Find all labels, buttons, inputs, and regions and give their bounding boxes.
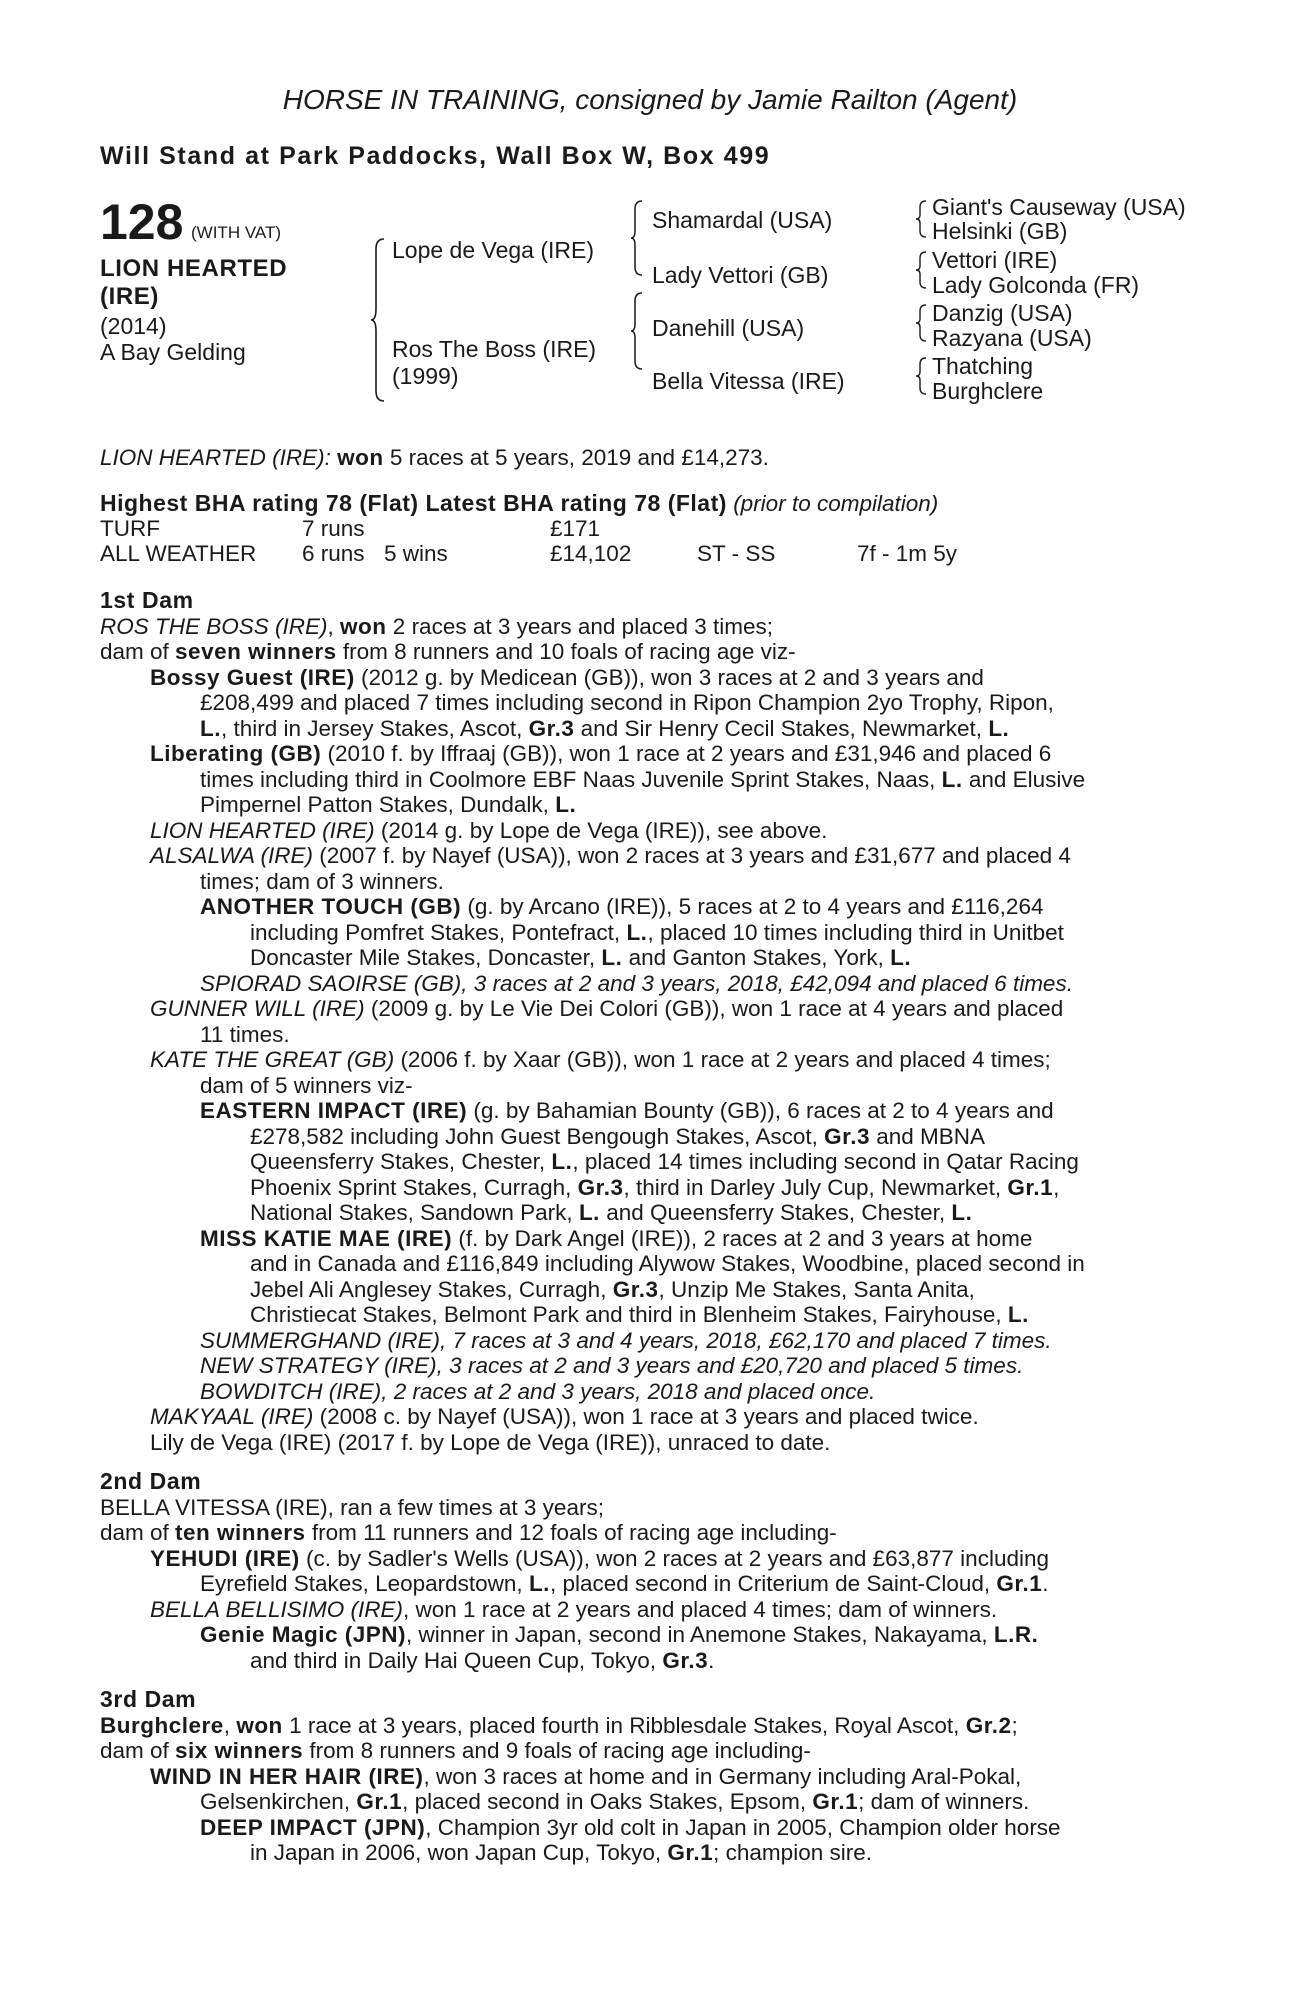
first-dam-produce-line: dam of seven winners from 8 runners and 10 foals of racing age viz- (100, 639, 796, 664)
gg-2: Helsinki (GB) (932, 218, 1068, 244)
entry-bowditch: BOWDITCH (IRE), 2 races at 2 and 3 years, 2018 and placed once. (200, 1378, 876, 1404)
gg-6: Razyana (USA) (932, 325, 1092, 351)
entry-yehudi: YEHUDI (IRE) (c. by Sadler's Wells (USA)), won 2 races at 2 years and £63,877 including Eyrefield Stakes, Leopardstown, L., placed second in Criterium de Saint-Cloud, Gr.1. (150, 1545, 1050, 1596)
consignor-header: HORSE IN TRAINING, consigned by Jamie Railton (Agent) (282, 84, 1018, 115)
pedigree-block (100, 195, 1210, 445)
entry-wind-in-her-hair: WIND IN HER HAIR (IRE), won 3 races at home and in Germany including Aral-Pokal, Gelsenkirchen, Gr.1, placed second in Oaks Stakes, Epsom, Gr.1; dam of winners. (150, 1763, 1030, 1814)
horse-name-line1: LION HEARTED (100, 255, 288, 282)
aw-prize: £14,102 (550, 541, 632, 566)
gg-1: Giant's Causeway (USA) (932, 194, 1186, 220)
horse-name-line2: (IRE) (100, 283, 159, 310)
third-dam-heading: 3rd Dam (100, 1686, 197, 1712)
vat-note: (WITH VAT) (191, 223, 282, 242)
gp2-brace (915, 250, 929, 290)
entry-spiorad-saoirse: SPIORAD SAOIRSE (GB), 3 races at 2 and 3 years, 2018, £42,094 and placed 6 times. (200, 970, 1073, 996)
sire-dam: Lady Vettori (GB) (652, 262, 829, 288)
gg-7: Thatching (932, 353, 1034, 379)
gg-3: Vettori (IRE) (932, 247, 1058, 273)
entry-miss-katie-mae: MISS KATIE MAE (IRE) (f. by Dark Angel (IRE)), 2 races at 2 and 3 years at home and in Canada and £116,849 including Alywow Stakes, Woodbine, placed second in Jebel Ali Anglesey Stakes, Curragh, Gr.3, Unzip Me Stakes, Santa Anita, Christiecat Stakes, Belmont Park and third in Blenheim Stakes, Fairyhouse, L. (200, 1225, 1085, 1327)
aw-surface: ALL WEATHER (100, 541, 257, 566)
stand-location: Will Stand at Park Paddocks, Wall Box W, Box 499 (100, 142, 771, 170)
entry-lily-de-vega: Lily de Vega (IRE) (2017 f. by Lope de Vega (IRE)), unraced to date. (150, 1429, 831, 1455)
aw-wins: 5 wins (384, 541, 448, 566)
entry-makyaal: MAKYAAL (IRE) (2008 c. by Nayef (USA)), won 1 race at 3 years and placed twice. (150, 1404, 979, 1429)
entry-deep-impact: DEEP IMPACT (JPN), Champion 3yr old colt in Japan in 2005, Champion older horse in Japan in 2006, won Japan Cup, Tokyo, Gr.1; champion sire. (200, 1814, 1061, 1865)
entry-kate-the-great: KATE THE GREAT (GB) (2006 f. by Xaar (GB)), won 1 race at 2 years and placed 4 times; dam of 5 winners viz- (150, 1047, 1051, 1098)
first-dam-heading: 1st Dam (100, 587, 194, 613)
sire-dam-brace (370, 235, 390, 405)
catalogue-page (100, 0, 1210, 1866)
entry-summerghand: SUMMERGHAND (IRE), 7 races at 3 and 4 years, 2018, £62,170 and placed 7 times. (200, 1327, 1052, 1353)
entry-lion-hearted: LION HEARTED (IRE) (2014 g. by Lope de Vega (IRE)), see above. (150, 817, 828, 843)
entry-bossy-guest: Bossy Guest (IRE) (2012 g. by Medicean (GB)), won 3 races at 2 and 3 years and £208,499 and placed 7 times including second in Ripon Champion 2yo Trophy, Ripon, L., third in Jersey Stakes, Ascot, Gr.3 and Sir Henry Cecil Stakes, Newmarket, L. (150, 664, 1054, 741)
third-dam-produce-line: dam of six winners from 8 runners and 9 foals of racing age including- (100, 1738, 811, 1763)
gp3-brace (915, 303, 929, 343)
foaling-year: (2014) (100, 313, 167, 339)
dam-sire: Danehill (USA) (652, 315, 805, 341)
sire-line-brace (630, 199, 646, 277)
aw-course: ST - SS (697, 541, 776, 566)
entry-genie-magic: Genie Magic (JPN), winner in Japan, second in Anemone Stakes, Nakayama, L.R. and third in Daily Hai Queen Cup, Tokyo, Gr.3. (200, 1622, 1039, 1673)
race-record-table (100, 516, 1210, 568)
race-summary: LION HEARTED (IRE): won 5 races at 5 years, 2019 and £14,273. (100, 445, 769, 470)
aw-distance: 7f - 1m 5y (857, 541, 958, 566)
turf-runs: 7 runs (302, 516, 365, 541)
entry-liberating: Liberating (GB) (2010 f. by Iffraaj (GB)), won 1 race at 2 years and £31,946 and placed 6 times including third in Coolmore EBF Naas Juvenile Sprint Stakes, Naas, L. and Elusive Pimpernel Patton Stakes, Dundalk, L. (150, 741, 1086, 817)
entry-alsalwa: ALSALWA (IRE) (2007 f. by Nayef (USA)), won 2 races at 3 years and £31,677 and placed 4 times; dam of 3 winners. (150, 843, 1071, 894)
lot-number: 128 (100, 194, 184, 250)
sire-sire: Shamardal (USA) (652, 207, 833, 233)
dam-dam: Bella Vitessa (IRE) (652, 368, 845, 394)
gg-4: Lady Golconda (FR) (932, 272, 1140, 298)
gg-5: Danzig (USA) (932, 300, 1073, 326)
sire: Lope de Vega (IRE) (392, 237, 595, 263)
dam: Ros The Boss (IRE) (392, 336, 597, 362)
entry-new-strategy: NEW STRATEGY (IRE), 3 races at 2 and 3 years and £20,720 and placed 5 times. (200, 1353, 1024, 1378)
horse-description: A Bay Gelding (100, 339, 246, 365)
turf-surface: TURF (100, 516, 160, 541)
first-dam-line: ROS THE BOSS (IRE), won 2 races at 3 years and placed 3 times; (100, 613, 774, 639)
dam-line-brace (630, 291, 646, 371)
third-dam-line: Burghclere, won 1 race at 3 years, placed fourth in Ribblesdale Stakes, Royal Ascot, Gr.2; (100, 1712, 1018, 1738)
second-dam-heading: 2nd Dam (100, 1468, 202, 1494)
entry-gunner-will: GUNNER WILL (IRE) (2009 g. by Le Vie Dei Colori (GB)), won 1 race at 4 years and placed 11 times. (150, 996, 1064, 1047)
gg-8: Burghclere (932, 378, 1044, 404)
horse-name (100, 255, 350, 311)
entry-another-touch: ANOTHER TOUCH (GB) (g. by Arcano (IRE)), 5 races at 2 to 4 years and £116,264 including Pomfret Stakes, Pontefract, L., placed 10 times including third in Unitbet Doncaster Mile Stakes, Doncaster, L. and Ganton Stakes, York, L. (200, 894, 1064, 970)
bha-ratings: Highest BHA rating 78 (Flat) Latest BHA rating 78 (Flat) (prior to compilation) (100, 489, 939, 516)
second-dam-produce-line: dam of ten winners from 11 runners and 12 foals of racing age including- (100, 1520, 837, 1545)
entry-eastern-impact: EASTERN IMPACT (IRE) (g. by Bahamian Bounty (GB)), 6 races at 2 to 4 years and £278,582 including John Guest Bengough Stakes, Ascot, Gr.3 and MBNA Queensferry Stakes, Chester, L., placed 14 times including second in Qatar Racing Phoenix Sprint Stakes, Curragh, Gr.3, third in Darley July Cup, Newmarket, Gr.1, National Stakes, Sandown Park, L. and Queensferry Stakes, Chester, L. (200, 1098, 1079, 1225)
gp4-brace (915, 356, 929, 396)
gp1-brace (915, 199, 929, 239)
second-dam-line: BELLA VITESSA (IRE), ran a few times at 3 years; (100, 1494, 604, 1520)
entry-bella-bellisimo: BELLA BELLISIMO (IRE), won 1 race at 2 years and placed 4 times; dam of winners. (150, 1596, 998, 1622)
turf-prize: £171 (550, 516, 601, 541)
aw-runs: 6 runs (302, 541, 365, 566)
dam-year: (1999) (392, 363, 459, 389)
